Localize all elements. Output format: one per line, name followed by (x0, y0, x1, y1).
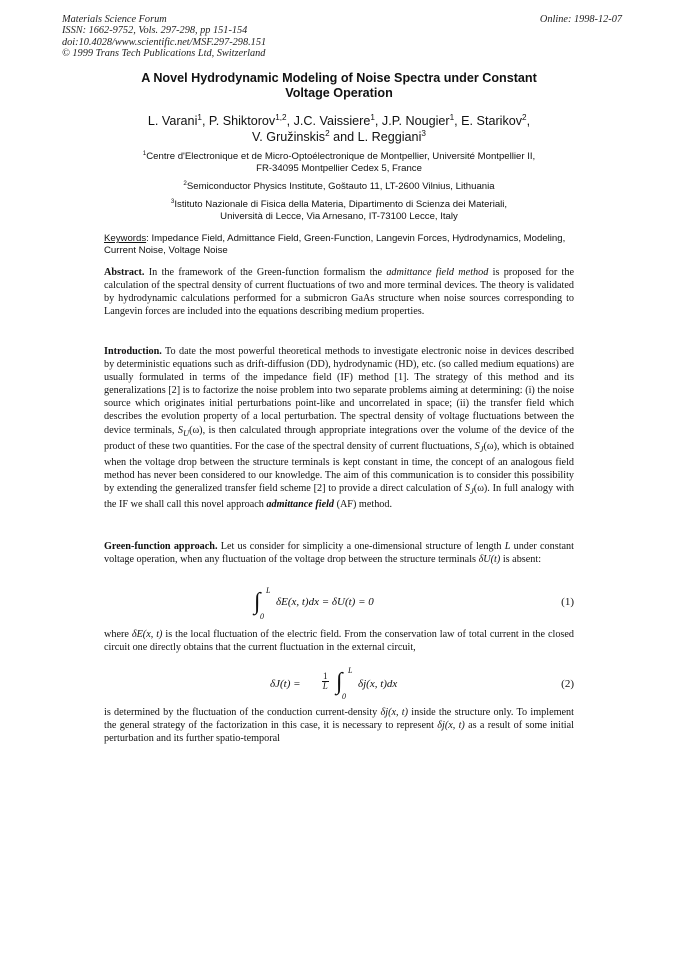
intro-text: , which is obtained when the voltage drop between the structure terminals is kept constant in time, the concept of an analogous field method has never been considered to our knowledge. The aim of this communication is to consider this possibility by extending the generalized transfer field scheme [2] to provide a direct calculation of (104, 440, 574, 494)
paragraph-after-eq1 (104, 628, 574, 654)
abstract-text: is proposed for the calculation of the spectral density of current fluctuations of two and more terminal devices. The theory is validated by hydrodynamic calculations performed for a submicron GaAs structure when noise sources corresponding to Langevin forces are included into the equations describing medium properties. (104, 267, 575, 318)
math-symbol: S (464, 483, 471, 494)
body-text: is the local fluctuation of the electric field. From the conservation law of total current in the closed circuit one directly obtains that the current fluctuation in the external circuit, (104, 629, 574, 654)
author-name: , J.P. Nougier (374, 114, 450, 128)
math-arg: (ω) (483, 440, 497, 452)
integral-lower-limit: 0 (342, 692, 346, 701)
author-name: L. Varani (147, 114, 198, 128)
math-symbol: S (474, 440, 480, 452)
author-list (60, 114, 618, 145)
math-expression: δU(t) (478, 554, 501, 566)
journal-name: Materials Science Forum (62, 14, 167, 25)
affiliation-2 (60, 181, 618, 193)
author-name: V. Gružinskis (252, 129, 326, 144)
affil-text: FR-34095 Montpellier Cedex 5, France (256, 163, 422, 174)
body-text: is determined by the fluctuation of the conduction current-density (104, 707, 381, 718)
equation-number: (1) (561, 596, 574, 608)
introduction-label: Introduction. (104, 346, 162, 357)
author-name: , E. Starikov (454, 114, 523, 128)
intro-text: , is then calculated through appropriate integrations over the volume of the device of the product of these two quantities. For the case of the spectral density of current fluctuations, (104, 424, 574, 452)
math-expression: δj(x, t) (437, 720, 465, 732)
body-text: as a result of some initial perturbation and its further spatio-temporal (104, 720, 574, 745)
author-affil-sup: 1 (449, 112, 455, 122)
math-symbol: L (504, 541, 511, 552)
intro-text: To date the most powerful theoretical methods to investigate electronic noise in devices described by deterministic equations such as drift-diffusion (DD), hydrodynamic (HD), etc. (so called medium equations) are usually formulated in terms of the impedance field (IF) method [1]. The strategy of this method and its generalizations [2] is to factorize the noise problem into two separate problems aiming at determining: (i) the noise source which originates initial perturbations point-like and uncorrelated in space; (ii) the transfer field which describes the evolution property of a local perturbation. The spectral density of voltage fluctuations between the device terminals, (104, 346, 574, 436)
author-name: , J.C. Vaissiere (286, 114, 371, 128)
introduction (104, 345, 574, 511)
integral-upper-limit: L (266, 586, 271, 595)
author-name: and L. Reggiani (329, 129, 422, 144)
affil-text: Semiconductor Physics Institute, Goštauto 11, LT-2600 Vilnius, Lithuania (186, 181, 495, 192)
emphasis: admittance field (266, 499, 335, 511)
intro-text: (AF) method. (334, 499, 393, 511)
author-line-2 (60, 130, 618, 146)
paper-title (60, 71, 618, 101)
keywords-text: : Impedance Field, Admittance Field, Green-Function, Langevin Forces, Hydrodynamics, Modeling, Current Noise, Voltage Noise (104, 233, 566, 256)
affil-text: Università di Lecce, Via Arnesano, IT-73100 Lecce, Italy (220, 211, 458, 222)
affil-text: Istituto Nazionale di Fisica della Materia, Dipartimento di Scienza dei Materiali, (174, 199, 508, 210)
emphasis: admittance field method (386, 267, 489, 278)
equation-number: (2) (561, 678, 574, 690)
integral-lower-limit: 0 (260, 612, 264, 621)
doi-line[interactable]: doi:10.4028/www.scientific.net/MSF.297-298.151 (62, 36, 267, 48)
body-text: inside the structure only. To implement the general strategy of the factorization in this case, it is necessary to represent (104, 707, 574, 732)
affil-number: 3 (170, 197, 175, 205)
green-function-section (104, 540, 574, 566)
integral-sign: ∫ (254, 589, 261, 615)
affil-number: 2 (183, 179, 187, 187)
author-separator: , (526, 114, 531, 128)
green-text: under constant voltage operation, when any fluctuation of the voltage drop between the structure terminals (104, 541, 574, 566)
math-expression: δj(x, t) (380, 707, 409, 718)
keywords (104, 233, 574, 256)
keywords-label: Keywords (104, 233, 147, 244)
green-text: is absent: (500, 554, 542, 566)
paragraph-after-eq2 (104, 706, 574, 745)
author-affil-sup: 1 (197, 112, 202, 122)
math-symbol: S (177, 424, 183, 436)
green-label: Green-function approach. (104, 541, 218, 552)
title-line-2: Voltage Operation (285, 86, 393, 100)
author-affil-sup: 1 (370, 112, 375, 122)
equation-lhs: δJ(t) = (270, 678, 301, 690)
math-arg: (ω) (473, 483, 488, 494)
affil-number: 1 (142, 149, 147, 157)
equation-body: δj(x, t)dx (358, 678, 398, 690)
author-affil-sup: 1,2 (275, 112, 287, 122)
abstract (104, 266, 574, 318)
abstract-label: Abstract. (104, 267, 145, 278)
abstract-text: In the framework of the Green-function formalism the (144, 267, 387, 278)
intro-text: . In full analogy with the IF we shall call this novel approach (104, 483, 574, 511)
fraction-numerator: 1 (323, 671, 328, 681)
copyright-line: © 1999 Trans Tech Publications Ltd, Switzerland (62, 48, 266, 60)
title-line-1: A Novel Hydrodynamic Modeling of Noise Spectra under Constant (141, 71, 537, 85)
author-affil-sup: 2 (325, 128, 330, 138)
math-arg: (ω) (189, 424, 203, 436)
green-text: Let us consider for simplicity a one-dimensional structure of length (217, 541, 505, 552)
math-subscript: J (470, 486, 474, 497)
journal-header (62, 14, 622, 60)
author-affil-sup: 3 (421, 128, 426, 138)
body-text: where (104, 629, 132, 640)
math-expression: δE(x, t) (131, 629, 163, 640)
author-line-1 (60, 114, 618, 130)
integral-upper-limit: L (348, 666, 353, 675)
author-affil-sup: 2 (522, 112, 527, 122)
equation-2 (104, 664, 574, 704)
fraction-denominator: L (322, 681, 328, 691)
integral-sign: ∫ (336, 669, 343, 695)
fraction (322, 672, 329, 691)
math-subscript: U (182, 427, 190, 438)
equation-body: δE(x, t)dx = δU(t) = 0 (276, 596, 374, 608)
affiliation-3 (60, 199, 618, 223)
author-name: , P. Shiktorov (201, 114, 276, 128)
math-subscript: J (479, 443, 484, 454)
affil-text: Centre d'Electronique et de Micro-Optoélectronique de Montpellier, Université Montpellier II, (146, 151, 536, 162)
online-date: Online: 1998-12-07 (539, 14, 622, 25)
affiliation-1 (60, 151, 618, 175)
issn-line: ISSN: 1662-9752, Vols. 297-298, pp 151-154 (62, 25, 248, 37)
equation-1 (104, 584, 574, 624)
